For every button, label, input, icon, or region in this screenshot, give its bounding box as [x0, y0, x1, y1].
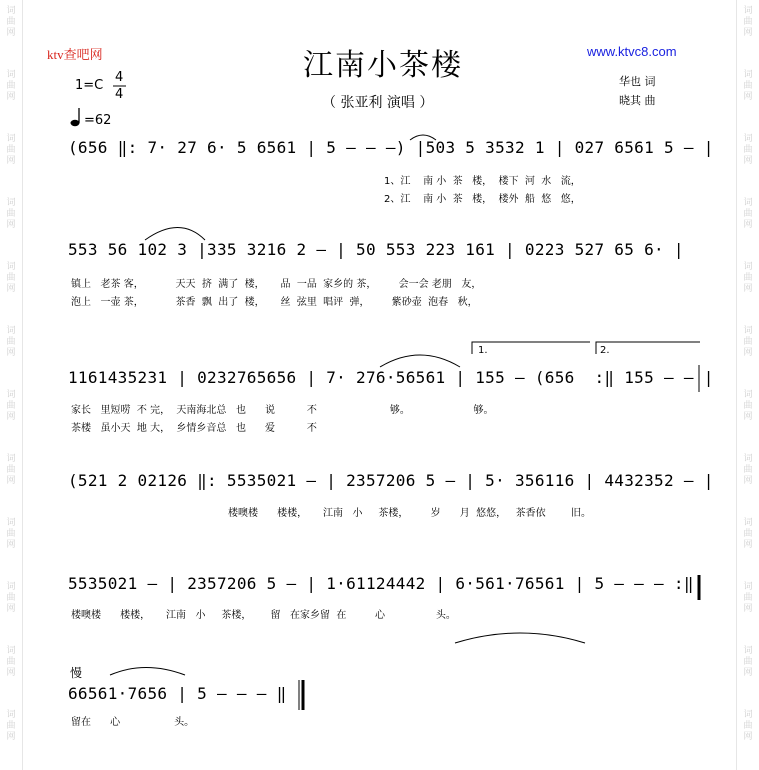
watermark-text: 词 曲 网: [6, 6, 16, 38]
lyrics-line5: 楼噢楼 楼楼， 江南 小 茶楼， 留 在家乡留 在 心 头。: [71, 610, 456, 621]
watermark-text: 词 曲 网: [743, 518, 753, 550]
watermark-text: 词 曲 网: [6, 262, 16, 294]
watermark-text: 词 曲 网: [743, 710, 753, 742]
quarter-note-icon: [71, 120, 80, 126]
watermark-text: 词 曲 网: [743, 326, 753, 358]
site-name-left[interactable]: ktv查吧网: [47, 47, 103, 62]
watermark-text: 词 曲 网: [743, 6, 753, 38]
slur-mark: [455, 633, 585, 643]
score-line-2: 553 56 102 3 |335 3216 2 – | 50 553 223 161 | 0223 527 65 6· |: [68, 240, 684, 259]
volta-1-bracket: [472, 342, 590, 354]
watermark-text: 词 曲 网: [6, 646, 16, 678]
watermark-text: 词 曲 网: [743, 262, 753, 294]
time-signature-bottom: 4: [115, 87, 124, 102]
lyrics-line3-verse2: 茶楼 虽小天 地 大， 乡情乡音总 也 爱 不: [71, 423, 317, 434]
watermark-text: 词 曲 网: [6, 454, 16, 486]
song-title: 江南小茶楼: [303, 48, 463, 83]
lyrics-line6: 留在 心 头。: [71, 717, 195, 728]
watermark-text: 词 曲 网: [743, 646, 753, 678]
score-line-6: 66561·7656 | 5 – – – ‖: [68, 684, 287, 703]
watermark-text: 词 曲 网: [743, 198, 753, 230]
score-line-3: 1161435231 | 0232765656 | 7· 276·56561 | 155 – (656 :‖ 155 – – |: [68, 368, 714, 387]
slur-mark: [110, 668, 185, 676]
watermark-text: 词 曲 网: [6, 710, 16, 742]
slur-mark: [380, 355, 460, 367]
lyrics-line1-verse1: 1、江 南 小 茶 楼， 楼下 河 水 流，: [384, 176, 581, 187]
site-url-right[interactable]: www.ktvc8.com: [587, 44, 677, 59]
volta-2-label: 2.: [600, 345, 610, 356]
watermark-text: 词 曲 网: [6, 326, 16, 358]
watermark-text: 词 曲 网: [743, 454, 753, 486]
volta-1-label: 1.: [478, 345, 488, 356]
watermark-text: 词 曲 网: [6, 134, 16, 166]
watermark-text: 词 曲 网: [743, 390, 753, 422]
time-signature-top: 4: [115, 70, 124, 85]
slow-marking: 慢: [70, 666, 83, 680]
composer-credit: 晓其 曲: [619, 94, 656, 107]
score-line-5: 5535021 – | 2357206 5 – | 1·61124442 | 6·561·76561 | 5 – – – :‖: [68, 574, 694, 593]
watermark-text: 词 曲 网: [743, 70, 753, 102]
watermark-text: 词 曲 网: [6, 518, 16, 550]
lyricist-credit: 华也 词: [619, 75, 656, 88]
lyrics-line2-verse1: 镇上 老茶 客， 天天 挤 满了 楼， 品 一品 家乡的 茶， 会一会 老朋 友，: [71, 279, 482, 290]
lyrics-line4: 楼噢楼 楼楼， 江南 小 茶楼， 岁 月 悠悠， 茶香依 旧。: [228, 508, 592, 519]
volta-2-bracket: [596, 342, 700, 354]
score-line-1: (656 ‖: 7· 27 6· 5 6561 | 5 – – –) |503 5 3532 1 | 027 6561 5 – |: [68, 138, 714, 157]
score-line-4: (521 2 02126 ‖: 5535021 – | 2357206 5 – | 5· 356116 | 4432352 – |: [68, 471, 714, 490]
watermark-text: 词 曲 网: [743, 582, 753, 614]
slur-mark: [145, 228, 205, 241]
watermark-text: 词 曲 网: [743, 134, 753, 166]
watermark-text: 词 曲 网: [6, 70, 16, 102]
watermark-text: 词 曲 网: [6, 582, 16, 614]
key-signature: 1=C: [75, 78, 104, 93]
tempo-marking: =62: [84, 113, 112, 128]
lyrics-line3-verse1: 家长 里短唠 不 完， 天南海北总 也 说 不 够。 够。: [71, 405, 494, 416]
lyrics-line1-verse2: 2、江 南 小 茶 楼， 楼外 船 悠 悠，: [384, 194, 581, 205]
lyrics-line2-verse2: 泡上 一壶 茶， 茶香 飘 出了 楼， 丝 弦里 唱评 弹， 紫砂壶 泡春 秋，: [71, 297, 478, 308]
watermark-text: 词 曲 网: [6, 390, 16, 422]
watermark-text: 词 曲 网: [6, 198, 16, 230]
performer-credit: （ 张亚利 演唱 ）: [322, 95, 434, 111]
